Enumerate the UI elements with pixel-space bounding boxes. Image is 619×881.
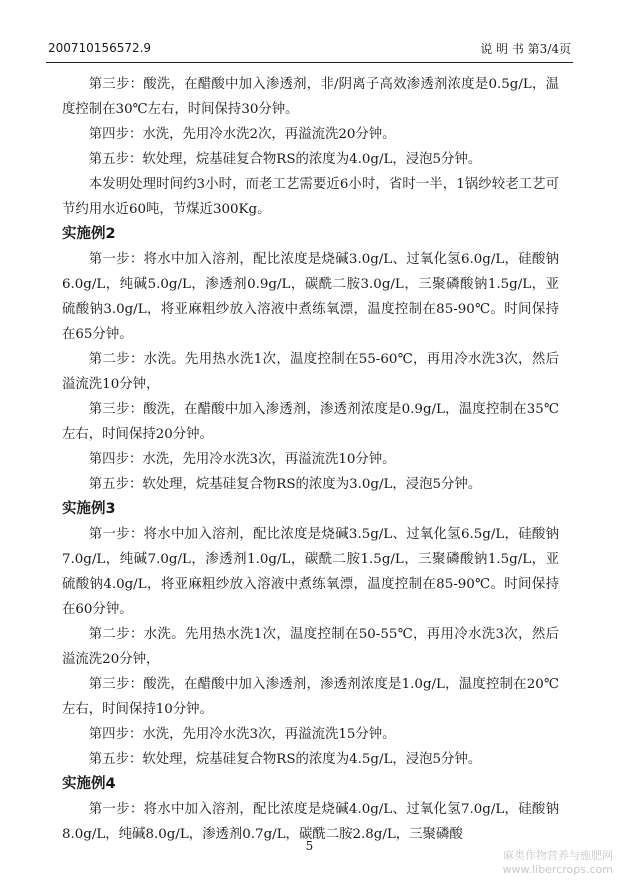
body-paragraph: 第四步：水洗，先用冷水洗3次，再溢流洗15分钟。 — [88, 727, 396, 742]
section-heading: 实施例4 — [62, 776, 116, 792]
body-paragraph: 第三步：酸洗，在醋酸中加入渗透剂，非/阴离子高效渗透剂浓度是0.5g/L，温度控制在30℃左右，时间保持30分钟。 — [62, 77, 559, 117]
watermark-line-2: www.libercrops.com — [502, 863, 613, 876]
watermark-line-1: 麻类作物营养与施肥网 — [503, 849, 613, 862]
section-heading: 实施例3 — [62, 501, 116, 517]
body-paragraph: 第五步：软处理，烷基硅复合物RS的浓度为3.0g/L，浸泡5分钟。 — [88, 477, 482, 492]
body-paragraph: 第三步：酸洗，在醋酸中加入渗透剂，渗透剂浓度是1.0g/L，温度控制在20℃左右，时间保持10分钟。 — [62, 677, 559, 717]
body-paragraph: 第四步：水洗，先用冷水洗3次，再溢流洗10分钟。 — [88, 452, 396, 467]
body-paragraph: 第一步：将水中加入溶剂，配比浓度是烧碱3.5g/L、过氧化氢6.5g/L，硅酸钠7.0g/L，纯碱7.0g/L，渗透剂1.0g/L，碳酰二胺1.5g/L，三聚磷酸钠1.5g/L，亚硫酸钠4.0g/L，将亚麻粗纱放入溶液中煮练氧漂，温度控制在85-90℃。时间保持在60分钟。 — [62, 527, 559, 617]
document-body — [62, 72, 559, 847]
section-heading: 实施例2 — [62, 226, 116, 242]
body-paragraph: 本发明处理时间约3小时，而老工艺需要近6小时，省时一半，1锅纱较老工艺可节约用水近60吨，节煤近300Kg。 — [62, 177, 559, 217]
page-number: 5 — [305, 839, 314, 853]
body-paragraph: 第五步：软处理，烷基硅复合物RS的浓度为4.5g/L，浸泡5分钟。 — [88, 752, 482, 767]
body-paragraph: 第三步：酸洗，在醋酸中加入渗透剂，渗透剂浓度是0.9g/L，温度控制在35℃左右，时间保持20分钟。 — [62, 402, 559, 442]
watermark — [503, 849, 613, 877]
body-paragraph: 第二步：水洗。先用热水洗1次，温度控制在55-60℃，再用冷水洗3次，然后溢流洗10分钟， — [62, 352, 559, 392]
document-number: 200710156572.9 — [48, 41, 152, 55]
header-rule — [46, 62, 573, 63]
body-paragraph: 第一步：将水中加入溶剂，配比浓度是烧碱4.0g/L、过氧化氢7.0g/L，硅酸钠8.0g/L，纯碱8.0g/L，渗透剂0.7g/L，碳酰二胺2.8g/L，三聚磷酸 — [62, 802, 559, 842]
header-section-label: 说 明 书 第3/4页 — [480, 42, 571, 56]
body-paragraph: 第一步：将水中加入溶剂，配比浓度是烧碱3.0g/L、过氧化氢6.0g/L，硅酸钠6.0g/L，纯碱5.0g/L，渗透剂0.9g/L，碳酰二胺3.0g/L，三聚磷酸钠1.5g/L，亚硫酸钠3.0g/L，将亚麻粗纱放入溶液中煮练氧漂，温度控制在85-90℃。时间保持在65分钟。 — [62, 252, 559, 342]
body-paragraph: 第五步：软处理，烷基硅复合物RS的浓度为4.0g/L，浸泡5分钟。 — [88, 152, 482, 167]
body-paragraph: 第二步：水洗。先用热水洗1次，温度控制在50-55℃，再用冷水洗3次，然后溢流洗20分钟， — [62, 627, 559, 667]
body-paragraph: 第四步：水洗，先用冷水洗2次，再溢流洗20分钟。 — [88, 127, 396, 142]
